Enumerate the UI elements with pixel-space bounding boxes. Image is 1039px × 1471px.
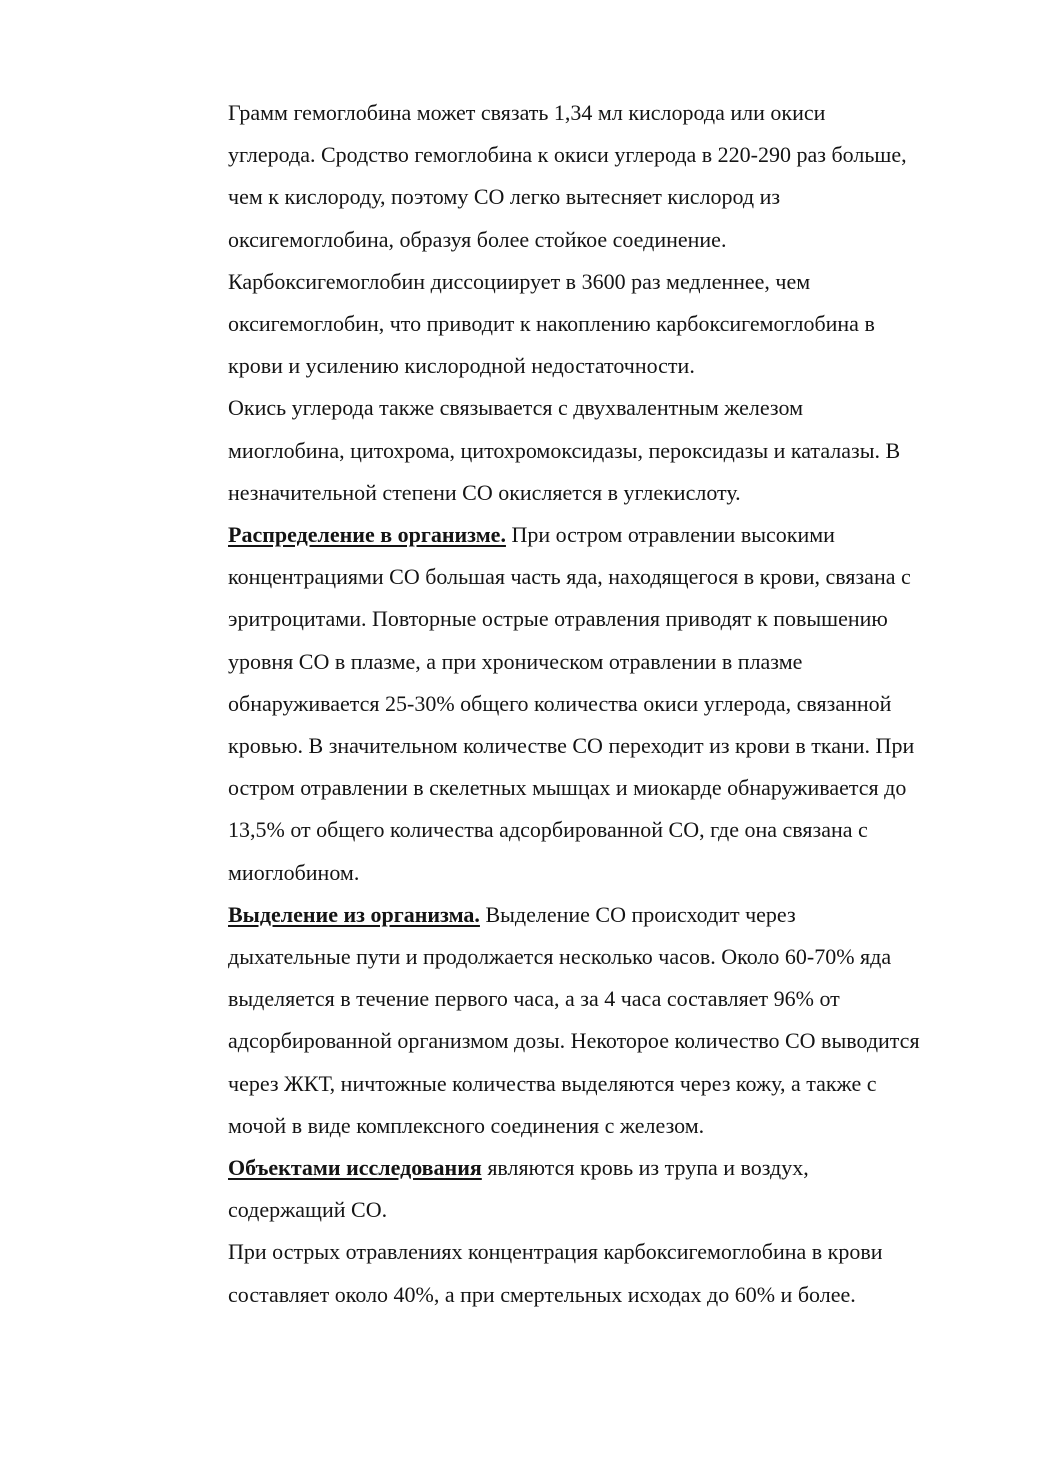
paragraph-distribution: [181, 514, 971, 894]
paragraph-iron-binding: [181, 387, 971, 514]
paragraph-research-objects: [181, 1147, 971, 1231]
paragraph-excretion: [181, 894, 971, 1147]
text-line: дыхательные пути и продолжается несколько часов. Около 60-70% яда: [228, 944, 892, 970]
text-run: являются кровь из трупа и воздух,: [481, 1155, 809, 1181]
text-line: через ЖКТ, ничтожные количества выделяются через кожу, а также с: [228, 1070, 877, 1096]
text-line: [181, 514, 971, 556]
section-heading-research-objects: Объектами исследования: [228, 1155, 482, 1181]
text-line: составляет около 40%, а при смертельных исходах до 60% и более.: [228, 1281, 856, 1307]
text-run: Выделение СО происходит через: [479, 901, 796, 927]
text-line: мочой в виде комплексного соединения с железом.: [228, 1112, 705, 1138]
section-heading-excretion: Выделение из организма.: [228, 901, 480, 927]
text-line: адсорбированной организмом дозы. Некоторое количество СО выводится: [228, 1028, 920, 1054]
text-line: оксигемоглобин, что приводит к накоплению карбоксигемоглобина в: [228, 311, 875, 337]
text-line: Карбоксигемоглобин диссоциирует в 3600 раз медленнее, чем: [228, 268, 811, 294]
document-body: [181, 92, 971, 1316]
text-line: миоглобином.: [228, 859, 360, 885]
text-line: выделяется в течение первого часа, а за 4 часа составляет 96% от: [228, 986, 840, 1012]
text-line: При острых отравлениях концентрация карбоксигемоглобина в крови: [228, 1239, 883, 1265]
text-line: кровью. В значительном количестве СО переходит из крови в ткани. При: [228, 733, 915, 759]
text-line: чем к кислороду, поэтому СО легко вытесняет кислород из: [228, 184, 781, 210]
text-line: содержащий СО.: [228, 1197, 388, 1223]
text-line: концентрациями СО большая часть яда, находящегося в крови, связана с: [228, 564, 911, 590]
text-line: крови и усилению кислородной недостаточности.: [228, 353, 695, 379]
text-line: обнаруживается 25-30% общего количества окиси углерода, связанной: [228, 690, 892, 716]
paragraph-concentration: [181, 1231, 971, 1315]
text-line: 13,5% от общего количества адсорбированной СО, где она связана с: [228, 817, 868, 843]
text-line: Окись углерода также связывается с двухвалентным железом: [228, 395, 803, 421]
text-line: эритроцитами. Повторные острые отравления приводят к повышению: [228, 606, 888, 632]
text-line: миоглобина, цитохрома, цитохромоксидазы, пероксидазы и каталазы. В: [228, 437, 901, 463]
text-run: При остром отравлении высокими: [505, 522, 835, 548]
section-heading-distribution: Распределение в организме.: [228, 522, 506, 548]
text-line: Грамм гемоглобина может связать 1,34 мл кислорода или окиси: [228, 100, 826, 125]
paragraph-hemoglobin-binding: [181, 92, 971, 387]
text-line: остром отравлении в скелетных мышцах и миокарде обнаруживается до: [228, 775, 907, 801]
text-line: незначительной степени СО окисляется в углекислоту.: [228, 479, 741, 505]
text-line: уровня СО в плазме, а при хроническом отравлении в плазме: [228, 648, 803, 674]
text-line: [181, 894, 971, 936]
text-line: [181, 1147, 971, 1189]
text-line: углерода. Сродство гемоглобина к окиси углерода в 220-290 раз больше,: [228, 142, 907, 168]
text-line: оксигемоглобина, образуя более стойкое соединение.: [228, 226, 727, 252]
